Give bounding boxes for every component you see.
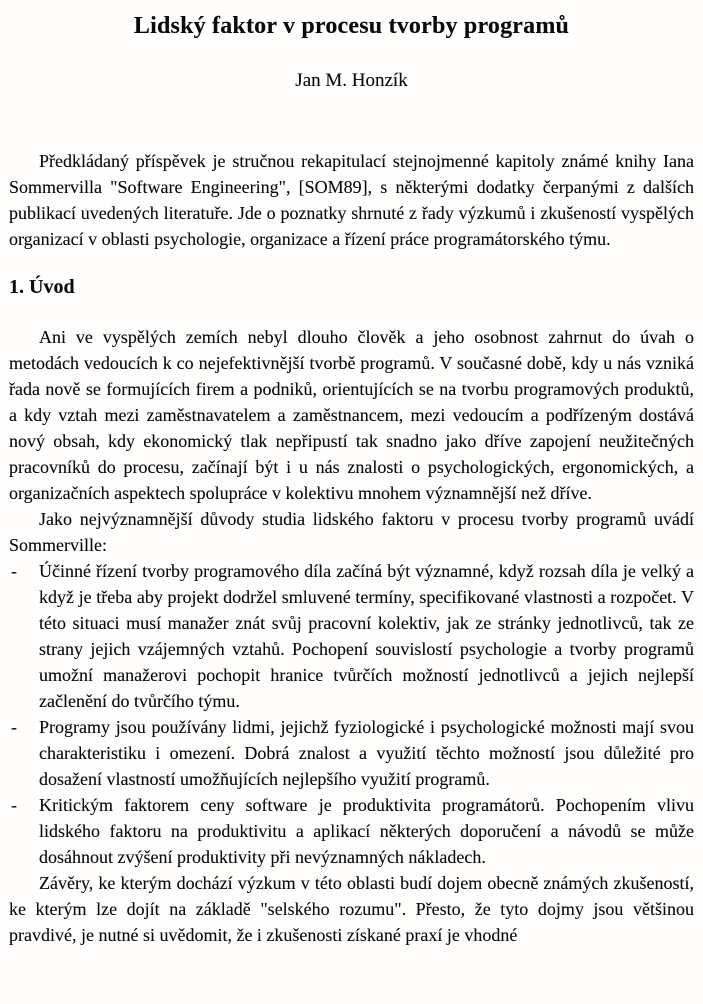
bullet-text-1: Účinné řízení tvorby programového díla začíná být významné, když rozsah díla je velký a když je třeba aby projekt dodržel smluvené termíny, specifikované vlastnosti a rozpočet. V této situaci musí manažer znát svůj pracovní kolektiv, jak ze stránky jednotlivců, tak ze strany jejich vzájemných vztahů. Pochopení souvislostí psychologie a tvorby programů umožní manažerovi pochopit hranice tvůrčích možností jednotlivců a jejich nejlepší začlenění do tvůrčího týmu.	[39, 561, 694, 711]
bullet-item-1	[9, 558, 694, 714]
section-heading-uvod: 1. Úvod	[9, 276, 75, 298]
author-name: Jan M. Honzík	[295, 70, 408, 91]
bullet-item-3	[9, 792, 694, 870]
bullet-list	[9, 558, 694, 870]
page-title: Lidský faktor v procesu tvorby programů	[133, 13, 570, 39]
closing-paragraph: Závěry, ke kterým dochází výzkum v této oblasti budí dojem obecně známých zkušeností, ke kterým lze dojít na základě "selského rozumu". Přesto, že tyto dojmy jsou většinou pravdivé, je nutné si uvědomit, že i zkušenosti získané praxí je vhodné	[9, 873, 694, 945]
bullet-dash-marker: -	[11, 561, 17, 581]
body-paragraph-2: Jako nejvýznamnější důvody studia lidského faktoru v procesu tvorby programů uvádí Sommerville:	[9, 509, 694, 555]
bullet-item-2	[9, 714, 694, 792]
bullet-dash-marker: -	[11, 795, 17, 815]
body-paragraph-1: Ani ve vyspělých zemích nebyl dlouho člověk a jeho osobnost zahrnut do úvah o metodách vedoucích k co nejefektivnější tvorbě programů. V současné době, kdy u nás vzniká řada nově se formujících firem a podniků, orientujících se na tvorbu programových produktů, a kdy vztah mezi zaměstnavatelem a zaměstnancem, mezi vedoucím a podřízeným dostává nový obsah, kdy ekonomický tlak nepřipustí tak snadno jako dříve zapojení neužitečných pracovníků do procesu, začínají být i u nás znalosti o psychologických, ergonomických, a organizačních aspektech spolupráce v kolektivu mnohem významnější než dříve.	[9, 327, 694, 503]
bullet-text-2: Programy jsou používány lidmi, jejichž fyziologické i psychologické možnosti mají svou charakteristiku i omezení. Dobrá znalost a využití těchto možností jsou důležité pro dosažení vlastností umožňujících nejlepšího využití programů.	[39, 717, 694, 789]
bullet-dash-marker: -	[11, 717, 17, 737]
abstract-paragraph: Předkládaný příspěvek je stručnou rekapitulací stejnojmenné kapitoly známé knihy Iana Sommervilla "Software Engineering", [SOM89], s některými dodatky čerpanými z dalších publikací uvedených literatuře. Jde o poznatky shrnuté z řady výzkumů i zkušeností vyspělých organizací v oblasti psychologie, organizace a řízení práce programátorského týmu.	[9, 151, 694, 249]
bullet-text-3: Kritickým faktorem ceny software je produktivita programátorů. Pochopením vlivu lidského faktoru na produktivitu a aplikací některých doporučení a návodů se může dosáhnout zvýšení produktivity při nevýznamných nákladech.	[39, 795, 694, 867]
section-body	[9, 324, 694, 948]
